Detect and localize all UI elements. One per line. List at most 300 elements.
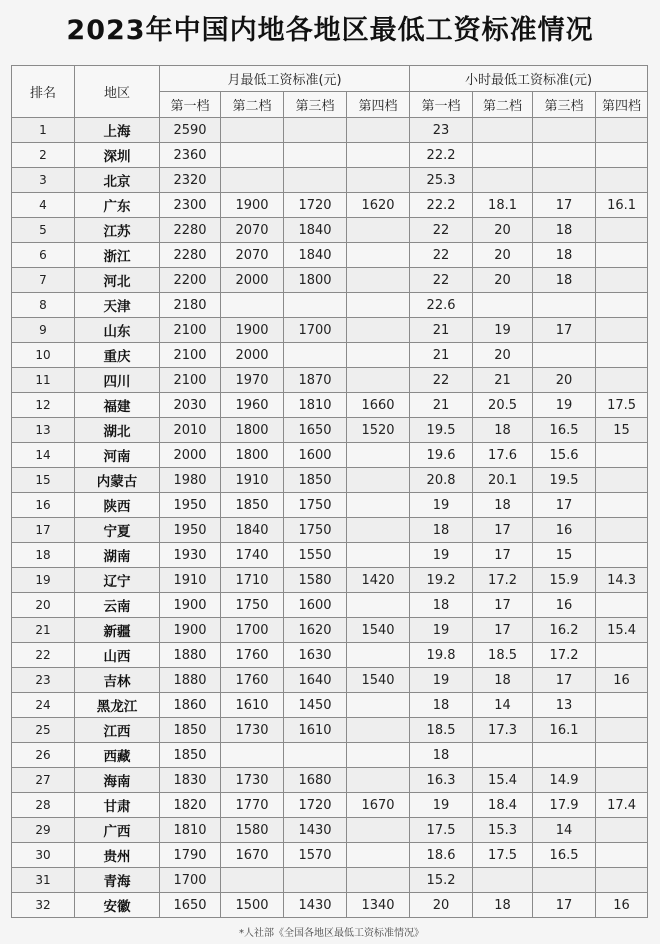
monthly-tier-1-cell: 1850: [160, 718, 221, 743]
monthly-tier-4-cell: [347, 293, 410, 318]
monthly-tier-2-cell: 1740: [221, 543, 284, 568]
monthly-tier-4-cell: 1620: [347, 193, 410, 218]
monthly-tier-2-cell: 1900: [221, 318, 284, 343]
header-monthly-tier-2: 第二档: [221, 92, 284, 118]
hourly-tier-4-cell: [596, 743, 648, 768]
monthly-tier-2-cell: [221, 743, 284, 768]
table-row: [12, 168, 648, 193]
hourly-tier-4-cell: [596, 593, 648, 618]
hourly-tier-1-cell: 18: [410, 518, 473, 543]
monthly-tier-3-cell: 1630: [284, 643, 347, 668]
rank-cell: 12: [12, 393, 75, 418]
monthly-tier-2-cell: 1850: [221, 493, 284, 518]
hourly-tier-3-cell: 15.6: [533, 443, 596, 468]
hourly-tier-1-cell: 15.2: [410, 868, 473, 893]
region-cell: 湖南: [75, 543, 160, 568]
hourly-tier-1-cell: 19: [410, 793, 473, 818]
monthly-tier-3-cell: 1430: [284, 818, 347, 843]
monthly-tier-4-cell: 1420: [347, 568, 410, 593]
hourly-tier-4-cell: [596, 168, 648, 193]
table-row: [12, 743, 648, 768]
hourly-tier-1-cell: 21: [410, 393, 473, 418]
monthly-tier-4-cell: [347, 368, 410, 393]
monthly-tier-2-cell: 1710: [221, 568, 284, 593]
monthly-tier-3-cell: 1600: [284, 593, 347, 618]
hourly-tier-2-cell: 19: [473, 318, 533, 343]
hourly-tier-3-cell: [533, 143, 596, 168]
table-row: [12, 543, 648, 568]
monthly-tier-2-cell: [221, 293, 284, 318]
hourly-tier-2-cell: 18.4: [473, 793, 533, 818]
hourly-tier-2-cell: 18: [473, 893, 533, 918]
hourly-tier-4-cell: [596, 518, 648, 543]
monthly-tier-3-cell: 1840: [284, 243, 347, 268]
monthly-tier-3-cell: 1620: [284, 618, 347, 643]
hourly-tier-4-cell: 16: [596, 668, 648, 693]
hourly-tier-3-cell: 17: [533, 668, 596, 693]
region-cell: 山东: [75, 318, 160, 343]
monthly-tier-2-cell: 1800: [221, 443, 284, 468]
rank-cell: 13: [12, 418, 75, 443]
hourly-tier-3-cell: 16.1: [533, 718, 596, 743]
hourly-tier-4-cell: [596, 818, 648, 843]
rank-cell: 17: [12, 518, 75, 543]
monthly-tier-1-cell: 1900: [160, 618, 221, 643]
region-cell: 西藏: [75, 743, 160, 768]
monthly-tier-4-cell: [347, 868, 410, 893]
hourly-tier-1-cell: 19.8: [410, 643, 473, 668]
rank-cell: 31: [12, 868, 75, 893]
hourly-tier-3-cell: 13: [533, 693, 596, 718]
hourly-tier-4-cell: [596, 218, 648, 243]
table-row: [12, 393, 648, 418]
hourly-tier-3-cell: [533, 168, 596, 193]
table-row: [12, 368, 648, 393]
hourly-tier-1-cell: 18.6: [410, 843, 473, 868]
monthly-tier-2-cell: 1910: [221, 468, 284, 493]
region-cell: 辽宁: [75, 568, 160, 593]
monthly-tier-1-cell: 1850: [160, 743, 221, 768]
monthly-tier-3-cell: 1750: [284, 518, 347, 543]
hourly-tier-2-cell: [473, 168, 533, 193]
monthly-tier-3-cell: 1600: [284, 443, 347, 468]
hourly-tier-1-cell: 22.6: [410, 293, 473, 318]
monthly-tier-4-cell: [347, 318, 410, 343]
hourly-tier-3-cell: 17: [533, 193, 596, 218]
hourly-tier-2-cell: 20: [473, 218, 533, 243]
monthly-tier-2-cell: 2070: [221, 243, 284, 268]
monthly-tier-2-cell: 2000: [221, 268, 284, 293]
table-row: [12, 518, 648, 543]
monthly-tier-2-cell: 1670: [221, 843, 284, 868]
monthly-tier-2-cell: 1580: [221, 818, 284, 843]
hourly-tier-4-cell: [596, 843, 648, 868]
monthly-tier-3-cell: [284, 293, 347, 318]
monthly-tier-3-cell: [284, 343, 347, 368]
hourly-tier-2-cell: [473, 118, 533, 143]
rank-cell: 21: [12, 618, 75, 643]
hourly-tier-2-cell: [473, 143, 533, 168]
table-row: [12, 843, 648, 868]
monthly-tier-1-cell: 1860: [160, 693, 221, 718]
hourly-tier-2-cell: 17.3: [473, 718, 533, 743]
monthly-tier-4-cell: [347, 243, 410, 268]
hourly-tier-3-cell: 17: [533, 893, 596, 918]
region-cell: 江西: [75, 718, 160, 743]
hourly-tier-3-cell: 18: [533, 268, 596, 293]
hourly-tier-2-cell: [473, 293, 533, 318]
monthly-tier-2-cell: 2070: [221, 218, 284, 243]
table-row: [12, 768, 648, 793]
hourly-tier-4-cell: [596, 718, 648, 743]
rank-cell: 16: [12, 493, 75, 518]
region-cell: 海南: [75, 768, 160, 793]
monthly-tier-4-cell: [347, 818, 410, 843]
table-row: [12, 618, 648, 643]
hourly-tier-1-cell: 18: [410, 693, 473, 718]
monthly-tier-1-cell: 1880: [160, 643, 221, 668]
hourly-tier-2-cell: 17: [473, 593, 533, 618]
hourly-tier-1-cell: 19.2: [410, 568, 473, 593]
region-cell: 广西: [75, 818, 160, 843]
monthly-tier-2-cell: [221, 168, 284, 193]
table-row: [12, 568, 648, 593]
monthly-tier-1-cell: 2000: [160, 443, 221, 468]
table-row: [12, 668, 648, 693]
hourly-tier-4-cell: [596, 368, 648, 393]
rank-cell: 23: [12, 668, 75, 693]
rank-cell: 7: [12, 268, 75, 293]
hourly-tier-4-cell: [596, 493, 648, 518]
monthly-tier-1-cell: 1810: [160, 818, 221, 843]
monthly-tier-4-cell: [347, 743, 410, 768]
hourly-tier-1-cell: 23: [410, 118, 473, 143]
header-region: 地区: [75, 66, 160, 118]
rank-cell: 10: [12, 343, 75, 368]
hourly-tier-3-cell: 17.9: [533, 793, 596, 818]
rank-cell: 3: [12, 168, 75, 193]
monthly-tier-1-cell: 2320: [160, 168, 221, 193]
monthly-tier-3-cell: 1810: [284, 393, 347, 418]
table-body: [12, 118, 648, 918]
table-row: [12, 493, 648, 518]
region-cell: 福建: [75, 393, 160, 418]
monthly-tier-1-cell: 1700: [160, 868, 221, 893]
hourly-tier-1-cell: 22.2: [410, 143, 473, 168]
table-row: [12, 418, 648, 443]
hourly-tier-3-cell: 17: [533, 493, 596, 518]
monthly-tier-1-cell: 2010: [160, 418, 221, 443]
hourly-tier-3-cell: 16.2: [533, 618, 596, 643]
monthly-tier-1-cell: 2100: [160, 343, 221, 368]
hourly-tier-1-cell: 21: [410, 318, 473, 343]
hourly-tier-4-cell: [596, 343, 648, 368]
monthly-tier-4-cell: [347, 343, 410, 368]
monthly-tier-1-cell: 1790: [160, 843, 221, 868]
rank-cell: 1: [12, 118, 75, 143]
hourly-tier-4-cell: [596, 693, 648, 718]
region-cell: 吉林: [75, 668, 160, 693]
rank-cell: 32: [12, 893, 75, 918]
rank-cell: 27: [12, 768, 75, 793]
hourly-tier-3-cell: 20: [533, 368, 596, 393]
monthly-tier-2-cell: 1750: [221, 593, 284, 618]
monthly-tier-3-cell: 1550: [284, 543, 347, 568]
monthly-tier-1-cell: 2100: [160, 368, 221, 393]
hourly-tier-2-cell: 17: [473, 543, 533, 568]
header-hourly-tier-4: 第四档: [596, 92, 648, 118]
monthly-tier-4-cell: [347, 268, 410, 293]
hourly-tier-2-cell: 20: [473, 268, 533, 293]
hourly-tier-4-cell: [596, 243, 648, 268]
table-row: [12, 443, 648, 468]
hourly-tier-2-cell: 17: [473, 618, 533, 643]
hourly-tier-1-cell: 22: [410, 268, 473, 293]
hourly-tier-3-cell: 16: [533, 593, 596, 618]
hourly-tier-4-cell: 16.1: [596, 193, 648, 218]
rank-cell: 11: [12, 368, 75, 393]
region-cell: 黑龙江: [75, 693, 160, 718]
region-cell: 陕西: [75, 493, 160, 518]
hourly-tier-4-cell: [596, 643, 648, 668]
monthly-tier-3-cell: 1650: [284, 418, 347, 443]
table-row: [12, 243, 648, 268]
table-row: [12, 868, 648, 893]
hourly-tier-1-cell: 18: [410, 743, 473, 768]
monthly-tier-1-cell: 2030: [160, 393, 221, 418]
monthly-tier-1-cell: 2300: [160, 193, 221, 218]
hourly-tier-2-cell: [473, 868, 533, 893]
monthly-tier-4-cell: 1520: [347, 418, 410, 443]
monthly-tier-3-cell: [284, 868, 347, 893]
monthly-tier-3-cell: 1750: [284, 493, 347, 518]
table-row: [12, 193, 648, 218]
hourly-tier-4-cell: [596, 543, 648, 568]
header-rank: 排名: [12, 66, 75, 118]
hourly-tier-2-cell: 20: [473, 343, 533, 368]
hourly-tier-4-cell: 17.5: [596, 393, 648, 418]
monthly-tier-4-cell: [347, 218, 410, 243]
monthly-tier-1-cell: 1930: [160, 543, 221, 568]
hourly-tier-2-cell: 17.2: [473, 568, 533, 593]
monthly-tier-1-cell: 1980: [160, 468, 221, 493]
region-cell: 深圳: [75, 143, 160, 168]
hourly-tier-1-cell: 22.2: [410, 193, 473, 218]
hourly-tier-1-cell: 19: [410, 543, 473, 568]
hourly-tier-3-cell: 15.9: [533, 568, 596, 593]
hourly-tier-2-cell: 18.5: [473, 643, 533, 668]
hourly-tier-4-cell: [596, 318, 648, 343]
hourly-tier-3-cell: 16: [533, 518, 596, 543]
hourly-tier-3-cell: 17: [533, 318, 596, 343]
region-cell: 河南: [75, 443, 160, 468]
monthly-tier-1-cell: 2280: [160, 243, 221, 268]
region-cell: 天津: [75, 293, 160, 318]
hourly-tier-2-cell: 20: [473, 243, 533, 268]
header-hourly-group: 小时最低工资标准(元): [410, 66, 648, 92]
monthly-tier-3-cell: 1430: [284, 893, 347, 918]
hourly-tier-2-cell: 18: [473, 668, 533, 693]
region-cell: 北京: [75, 168, 160, 193]
monthly-tier-4-cell: [347, 518, 410, 543]
hourly-tier-2-cell: 17: [473, 518, 533, 543]
monthly-tier-4-cell: [347, 493, 410, 518]
table-row: [12, 468, 648, 493]
monthly-tier-2-cell: [221, 118, 284, 143]
hourly-tier-1-cell: 19: [410, 668, 473, 693]
region-cell: 云南: [75, 593, 160, 618]
rank-cell: 30: [12, 843, 75, 868]
monthly-tier-3-cell: 1450: [284, 693, 347, 718]
monthly-tier-2-cell: 1730: [221, 718, 284, 743]
monthly-tier-1-cell: 1820: [160, 793, 221, 818]
monthly-tier-4-cell: 1540: [347, 618, 410, 643]
hourly-tier-1-cell: 17.5: [410, 818, 473, 843]
region-cell: 内蒙古: [75, 468, 160, 493]
region-cell: 湖北: [75, 418, 160, 443]
header-monthly-tier-1: 第一档: [160, 92, 221, 118]
hourly-tier-2-cell: 20.1: [473, 468, 533, 493]
region-cell: 宁夏: [75, 518, 160, 543]
monthly-tier-2-cell: 1760: [221, 643, 284, 668]
table-row: [12, 818, 648, 843]
region-cell: 上海: [75, 118, 160, 143]
hourly-tier-4-cell: [596, 268, 648, 293]
rank-cell: 24: [12, 693, 75, 718]
monthly-tier-1-cell: 2590: [160, 118, 221, 143]
rank-cell: 18: [12, 543, 75, 568]
monthly-tier-1-cell: 1910: [160, 568, 221, 593]
header-monthly-tier-3: 第三档: [284, 92, 347, 118]
rank-cell: 15: [12, 468, 75, 493]
hourly-tier-4-cell: 17.4: [596, 793, 648, 818]
monthly-tier-3-cell: 1800: [284, 268, 347, 293]
rank-cell: 19: [12, 568, 75, 593]
rank-cell: 20: [12, 593, 75, 618]
monthly-tier-4-cell: [347, 718, 410, 743]
hourly-tier-4-cell: [596, 468, 648, 493]
rank-cell: 14: [12, 443, 75, 468]
monthly-tier-3-cell: [284, 143, 347, 168]
hourly-tier-3-cell: 15: [533, 543, 596, 568]
table-row: [12, 718, 648, 743]
monthly-tier-4-cell: 1670: [347, 793, 410, 818]
table-row: [12, 343, 648, 368]
hourly-tier-2-cell: 17.5: [473, 843, 533, 868]
monthly-tier-4-cell: [347, 843, 410, 868]
monthly-tier-4-cell: [347, 468, 410, 493]
hourly-tier-1-cell: 18.5: [410, 718, 473, 743]
hourly-tier-2-cell: 20.5: [473, 393, 533, 418]
monthly-tier-3-cell: [284, 168, 347, 193]
header-hourly-tier-1: 第一档: [410, 92, 473, 118]
monthly-tier-4-cell: [347, 693, 410, 718]
hourly-tier-2-cell: 21: [473, 368, 533, 393]
hourly-tier-2-cell: [473, 743, 533, 768]
hourly-tier-1-cell: 20.8: [410, 468, 473, 493]
table-row: [12, 143, 648, 168]
hourly-tier-2-cell: 18.1: [473, 193, 533, 218]
rank-cell: 29: [12, 818, 75, 843]
hourly-tier-4-cell: [596, 293, 648, 318]
hourly-tier-3-cell: 19.5: [533, 468, 596, 493]
monthly-tier-3-cell: 1640: [284, 668, 347, 693]
table-row: [12, 118, 648, 143]
hourly-tier-2-cell: 14: [473, 693, 533, 718]
hourly-tier-4-cell: 15.4: [596, 618, 648, 643]
region-cell: 浙江: [75, 243, 160, 268]
monthly-tier-3-cell: 1700: [284, 318, 347, 343]
table-row: [12, 318, 648, 343]
monthly-tier-1-cell: 1900: [160, 593, 221, 618]
monthly-tier-3-cell: 1570: [284, 843, 347, 868]
rank-cell: 6: [12, 243, 75, 268]
monthly-tier-2-cell: 1770: [221, 793, 284, 818]
hourly-tier-2-cell: 15.4: [473, 768, 533, 793]
hourly-tier-3-cell: 17.2: [533, 643, 596, 668]
region-cell: 甘肃: [75, 793, 160, 818]
hourly-tier-4-cell: [596, 868, 648, 893]
region-cell: 贵州: [75, 843, 160, 868]
monthly-tier-2-cell: 2000: [221, 343, 284, 368]
hourly-tier-3-cell: 14.9: [533, 768, 596, 793]
table-row: [12, 293, 648, 318]
hourly-tier-1-cell: 19.6: [410, 443, 473, 468]
hourly-tier-2-cell: 15.3: [473, 818, 533, 843]
hourly-tier-2-cell: 18: [473, 493, 533, 518]
header-hourly-tier-2: 第二档: [473, 92, 533, 118]
monthly-tier-3-cell: 1870: [284, 368, 347, 393]
monthly-tier-4-cell: [347, 768, 410, 793]
monthly-tier-3-cell: [284, 743, 347, 768]
hourly-tier-4-cell: [596, 443, 648, 468]
monthly-tier-2-cell: [221, 868, 284, 893]
hourly-tier-3-cell: 16.5: [533, 418, 596, 443]
monthly-tier-1-cell: 2100: [160, 318, 221, 343]
monthly-tier-4-cell: [347, 143, 410, 168]
source-footnote: *人社部《全国各地区最低工资标准情况》: [239, 928, 424, 939]
monthly-tier-2-cell: 1500: [221, 893, 284, 918]
hourly-tier-2-cell: 18: [473, 418, 533, 443]
hourly-tier-4-cell: 14.3: [596, 568, 648, 593]
monthly-tier-1-cell: 1880: [160, 668, 221, 693]
monthly-tier-2-cell: 1840: [221, 518, 284, 543]
table-row: [12, 893, 648, 918]
region-cell: 青海: [75, 868, 160, 893]
monthly-tier-2-cell: 1730: [221, 768, 284, 793]
monthly-tier-3-cell: [284, 118, 347, 143]
hourly-tier-3-cell: [533, 293, 596, 318]
monthly-tier-2-cell: 1800: [221, 418, 284, 443]
hourly-tier-2-cell: 17.6: [473, 443, 533, 468]
rank-cell: 2: [12, 143, 75, 168]
table-row: [12, 268, 648, 293]
hourly-tier-1-cell: 22: [410, 218, 473, 243]
region-cell: 重庆: [75, 343, 160, 368]
monthly-tier-2-cell: 1970: [221, 368, 284, 393]
monthly-tier-2-cell: [221, 143, 284, 168]
hourly-tier-4-cell: [596, 768, 648, 793]
monthly-tier-3-cell: 1720: [284, 193, 347, 218]
monthly-tier-2-cell: 1900: [221, 193, 284, 218]
monthly-tier-1-cell: 2280: [160, 218, 221, 243]
monthly-tier-4-cell: [347, 443, 410, 468]
monthly-tier-4-cell: 1340: [347, 893, 410, 918]
hourly-tier-1-cell: 22: [410, 243, 473, 268]
hourly-tier-1-cell: 19: [410, 493, 473, 518]
page-title: 2023年中国内地各地区最低工资标准情况: [66, 15, 594, 46]
table-row: [12, 593, 648, 618]
